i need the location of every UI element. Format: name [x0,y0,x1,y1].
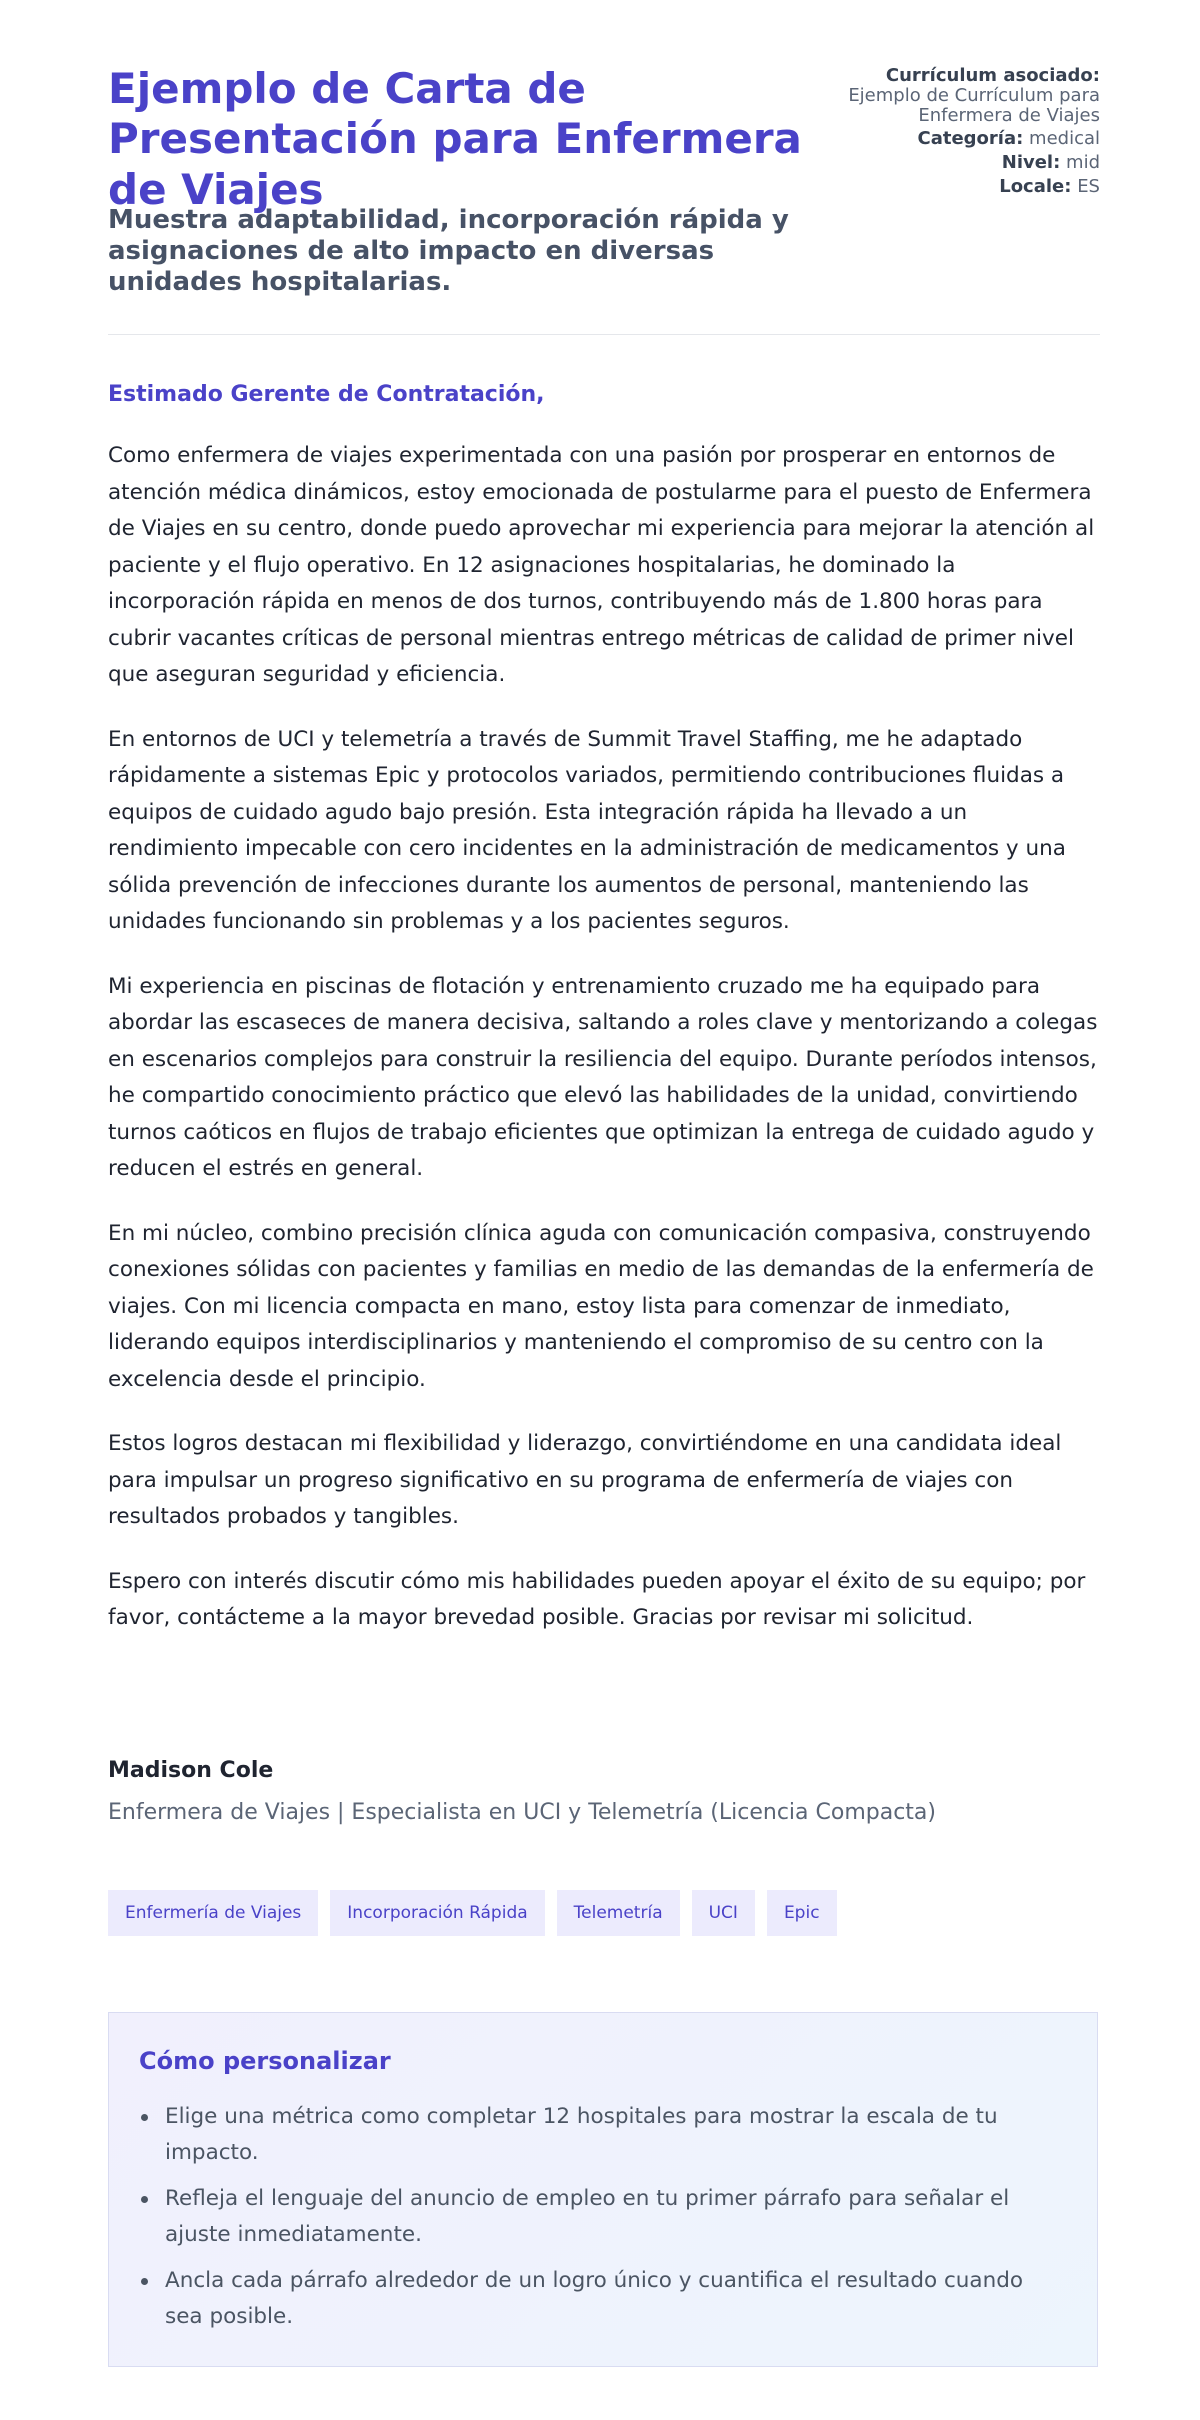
letter-paragraph: En mi núcleo, combino precisión clínica aguda con comunicación compasiva, construyendo conexiones sólidas con pacientes y familias en medio de las demandas de la enfermería de viajes. Con mi licencia compacta en mano, estoy lista para comenzar de inmediato, liderando equipos interdisciplinarios y manteniendo el compromiso de su centro con la excelencia desde el principio. [108,1220,1094,1392]
meta-level [780,153,1100,173]
bullet-icon [141,2114,148,2121]
meta-resume [780,66,1100,125]
signature-title: Enfermera de Viajes | Especialista en UCI y Telemetría (Licencia Compacta) [108,1800,936,1825]
customization-tips-box [108,2012,1098,2367]
tip-item [139,2099,1039,2171]
tip-text: Elige una métrica como completar 12 hospitales para mostrar la escala de tu impacto. [165,2104,998,2165]
tip-item [139,2181,1039,2253]
tip-text: Ancla cada párrafo alrededor de un logro único y cuantifica el resultado cuando sea posible. [165,2268,1024,2329]
cover-letter-container [108,0,1100,2329]
tag-list [108,1890,837,1936]
letter-paragraph: Como enfermera de viajes experimentada con una pasión por prosperar en entornos de atención médica dinámicos, estoy emocionada de postularme para el puesto de Enfermera de Viajes en su centro, donde puedo aprovechar mi experiencia para mejorar la atención al paciente y el flujo operativo. En 12 asignaciones hospitalarias, he dominado la incorporación rápida en menos de dos turnos, contribuyendo más de 1.800 horas para cubrir vacantes críticas de personal mientras entrego métricas de calidad de primer nivel que aseguran seguridad y eficiencia. [108,443,1095,687]
tag: Epic [767,1890,837,1936]
meta-level-label: Nivel: [1001,152,1061,174]
tip-item [139,2263,1039,2335]
tag: UCI [692,1890,755,1936]
meta-resume-value: Ejemplo de Currículum para Enfermera de Viajes [848,84,1100,126]
meta-resume-label: Currículum asociado: [885,65,1100,86]
letter-paragraph: Espero con interés discutir cómo mis habilidades pueden apoyar el éxito de su equipo; por favor, contácteme a la mayor brevedad posible. Gracias por revisar mi solicitud. [108,1568,1086,1630]
bullet-icon [141,2196,148,2203]
meta-category [780,129,1100,149]
tips-title: Cómo personalizar [139,2047,391,2075]
bullet-icon [141,2278,148,2285]
page-subtitle: Muestra adaptabilidad, incorporación rápida y asignaciones de alto impacto en diversas unidades hospitalarias. [108,205,789,298]
letter-body [108,438,1100,1665]
salutation: Estimado Gerente de Contratación, [108,382,545,407]
tip-text: Refleja el lenguaje del anuncio de empleo en tu primer párrafo para señalar el ajuste inmediatamente. [165,2186,1010,2247]
letter-paragraph: En entornos de UCI y telemetría a través de Summit Travel Staffing, me he adaptado rápidamente a sistemas Epic y protocolos variados, permitiendo contribuciones fluidas a equipos de cuidado agudo bajo presión. Esta integración rápida ha llevado a un rendimiento impecable con cero incidentes en la administración de medicamentos y una sólida prevención de infecciones durante los aumentos de personal, manteniendo las unidades funcionando sin problemas y a los pacientes seguros. [108,726,1066,934]
meta-locale [780,177,1100,197]
meta-level-value: mid [1066,152,1100,174]
page-title: Ejemplo de Carta de Presentación para Enfermera de Viajes [108,64,802,214]
meta-category-label: Categoría: [917,128,1024,150]
header [108,0,1100,335]
signature-name: Madison Cole [108,1758,274,1783]
meta-panel [780,66,1100,201]
meta-locale-label: Locale: [999,175,1072,197]
meta-category-value: medical [1029,128,1100,150]
tag: Telemetría [557,1890,680,1936]
tag: Enfermería de Viajes [108,1890,318,1936]
letter-paragraph: Estos logros destacan mi flexibilidad y liderazgo, convirtiéndome en una candidata ideal para impulsar un progreso significativo en su programa de enfermería de viajes con resultados probados y tangibles. [108,1431,1062,1529]
meta-locale-value: ES [1077,175,1100,197]
tag: Incorporación Rápida [330,1890,544,1936]
tips-list [139,2099,1039,2345]
letter-paragraph: Mi experiencia en piscinas de flotación y entrenamiento cruzado me ha equipado para abordar las escaseces de manera decisiva, saltando a roles clave y mentorizando a colegas en escenarios complejos para construir la resiliencia del equipo. Durante períodos intensos, he compartido conocimiento práctico que elevó las habilidades de la unidad, convirtiendo turnos caóticos en flujos de trabajo eficientes que optimizan la entrega de cuidado agudo y reducen el estrés en general. [108,973,1098,1181]
